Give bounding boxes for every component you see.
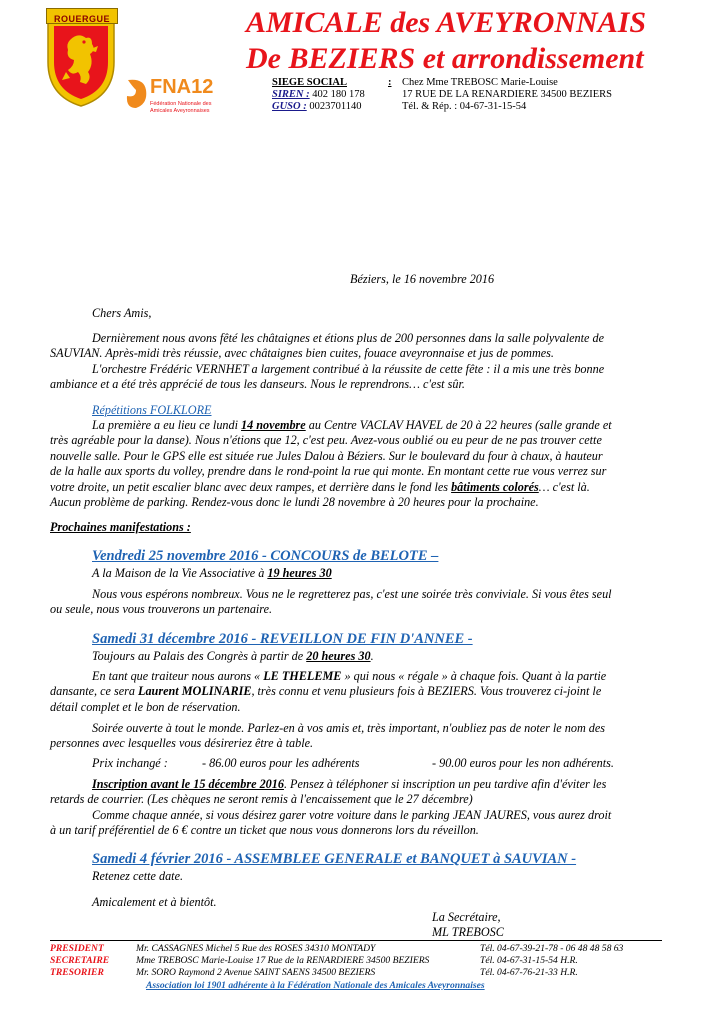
folklore-line-3: nouvelle salle. Pour le GPS elle est située rue Jules Dalou à Béziers. Sur le boulevard du four à chaux, à hauteur: [50, 448, 603, 463]
inscription-paragraph: [50, 777, 662, 839]
footer-divider: [50, 940, 662, 941]
inscription-line-1: [50, 777, 662, 792]
crest-banner: [46, 8, 118, 24]
traiteur-line-2c: , très connu et venu plusieurs fois à BEZIERS. Vous trouverez ci-joint le: [251, 684, 602, 699]
fna12-logo: [124, 74, 224, 118]
folklore-line-5c: … c'est là.: [538, 479, 590, 494]
salutation: Chers Amis,: [92, 306, 152, 320]
siren-line: [272, 89, 365, 100]
traiteur-line-1c: » qui nous « régale » à chaque fois. Quant à la partie: [341, 669, 607, 683]
date-line: Béziers, le 16 novembre 2016: [350, 272, 495, 286]
event-reveillon-time: 20 heures 30: [306, 649, 371, 663]
event-belote-time: 19 heures 30: [267, 566, 332, 580]
event-reveillon-location: [92, 649, 374, 664]
inscription-line-1b: . Pensez à téléphoner si inscription un peu tardive afin d'éviter les: [283, 777, 607, 791]
footer-row-tresorier: [50, 967, 662, 979]
footer-role-tresorier: TRESORIER: [50, 967, 104, 978]
siren-label: SIREN :: [272, 89, 310, 100]
prix-adherents: - 86.00 euros pour les adhérents: [202, 756, 360, 770]
folklore-line-6: Aucun problème de parking. Rendez-vous donc le lundi 28 novembre à 20 heures pour la prochaine.: [50, 495, 539, 510]
traiteur-line-1a: En tant que traiteur nous aurons «: [92, 669, 264, 683]
folklore-date: 14 novembre: [241, 418, 306, 432]
folklore-heading: Répétitions FOLKLORE: [92, 403, 212, 417]
event-belote-line-2: ou seule, nous vous trouverons un partenaire.: [50, 602, 273, 617]
siege-colon: :: [388, 77, 392, 88]
parking-line-2: à un tarif préférentiel de 6 € contre un ticket que nous vous donnerons lors du réveillon.: [50, 823, 479, 838]
footer-role-president: PRESIDENT: [50, 943, 104, 954]
prix-non-adherents: - 90.00 euros pour les non adhérents.: [432, 756, 614, 770]
footer-name-tresorier: Mr. SORO Raymond 2 Avenue SAINT SAENS 34500 BEZIERS: [136, 967, 376, 978]
event-belote-text: [50, 587, 662, 618]
folklore-paragraph: [50, 418, 662, 510]
event-assemblee-heading: Samedi 4 février 2016 - ASSEMBLEE GENERALE et BANQUET à SAUVIAN -: [92, 851, 577, 867]
folklore-buildings: bâtiments colorés: [451, 479, 539, 494]
siege-phone: Tél. & Rép. : 04-67-31-15-54: [402, 101, 527, 112]
fna12-logo-subtitle-1: Fédération Nationale des: [150, 101, 212, 107]
prix-label: Prix inchangé :: [92, 756, 168, 770]
folklore-line-4: de la halle aux sports du volley, prendre dans le rond-point la rue qui monte. En montant cette rue vous verrez sur: [50, 464, 607, 479]
orchestra-name: Laurent MOLINARIE: [138, 684, 252, 699]
inscription-deadline: Inscription avant le 15 décembre 2016: [92, 777, 284, 791]
footer-name-president: Mr. CASSAGNES Michel 5 Rue des ROSES 34310 MONTADY: [136, 943, 376, 954]
guso-line: [272, 101, 361, 112]
intro-line-4: ambiance et a été très apprécié de tous les danseurs. Nous le reprendrons… c'est sûr.: [50, 377, 465, 392]
fna12-logo-subtitle-2: Amicales Aveyronnaises: [150, 108, 210, 114]
traiteur-name: LE THELEME: [263, 669, 342, 683]
parking-line-1: Comme chaque année, si vous désirez garer votre voiture dans le parking JEAN JAURES, vous aurez droit: [92, 807, 612, 822]
event-belote-location: [92, 566, 332, 581]
event-belote-heading: Vendredi 25 novembre 2016 - CONCOURS de BELOTE –: [92, 548, 439, 564]
siege-address: 17 RUE DE LA RENARDIERE 34500 BEZIERS: [402, 89, 612, 100]
footer-row-secretaire: [50, 955, 662, 967]
page-title-line-1: AMICALE des AVEYRONNAIS: [246, 6, 647, 39]
event-reveillon-heading: Samedi 31 décembre 2016 - REVEILLON DE FIN D'ANNEE -: [92, 631, 473, 647]
event-belote-location-a: A la Maison de la Vie Associative à: [92, 566, 268, 580]
event-belote-line-1: Nous vous espérons nombreux. Vous ne le regretterez pas, c'est une soirée très conviviale. Si vous êtes seul: [92, 587, 612, 601]
siege-label-text: SIEGE SOCIAL: [272, 77, 347, 88]
soiree-line-1: Soirée ouverte à tout le monde. Parlez-en à vos amis et, très important, n'oubliez pas de noter le nom des: [92, 721, 606, 735]
footer-tel-secretaire: Tél. 04-67-31-15-54 H.R.: [480, 955, 578, 966]
page-title-line-2: De BEZIERS et arrondissement: [246, 42, 644, 75]
prochaines-label: Prochaines manifestations :: [50, 520, 191, 534]
folklore-line-1c: au Centre VACLAV HAVEL de 20 à 22 heures (salle grande et: [305, 418, 612, 432]
intro-paragraph: [50, 331, 662, 393]
guso-value: 0023701140: [309, 101, 362, 112]
siren-value: 402 180 178: [312, 89, 365, 100]
footer-tel-tresorier: Tél. 04-67-76-21-33 H.R.: [480, 967, 578, 978]
intro-line-1: Dernièrement nous avons fêté les châtaignes et étions plus de 200 personnes dans la salle polyvalente de: [92, 331, 604, 345]
event-assemblee-text: Retenez cette date.: [92, 869, 184, 883]
traiteur-line-2: [50, 684, 662, 699]
traiteur-line-2a: dansante, ce sera: [50, 684, 139, 699]
signature-name: ML TREBOSC: [432, 925, 504, 939]
footer-association: Association loi 1901 adhérente à la Fédération Nationale des Amicales Aveyronnaises: [146, 980, 485, 991]
event-reveillon-soiree: [50, 721, 662, 752]
event-reveillon-traiteur: [50, 669, 662, 715]
folklore-line-1a: La première a eu lieu ce lundi: [92, 418, 242, 432]
folklore-line-1: [50, 418, 662, 433]
fna12-logo-text: FNA12: [150, 76, 214, 98]
traiteur-line-3: détail complet et le bon de réservation.: [50, 699, 241, 714]
footer-row-president: [50, 943, 662, 955]
signature-role: La Secrétaire,: [432, 910, 501, 924]
footer-name-secretaire: Mme TREBOSC Marie-Louise 17 Rue de la RENARDIERE 34500 BEZIERS: [136, 955, 430, 966]
event-reveillon-location-a: Toujours au Palais des Congrès à partir de: [92, 649, 307, 663]
traiteur-line-1: [50, 669, 662, 684]
guso-label: GUSO :: [272, 101, 307, 112]
folklore-line-5a: votre droite, un petit escalier blanc avec deux rampes, et derrière dans le fond les: [50, 479, 452, 494]
crest-banner-text: ROUERGUE: [53, 14, 110, 24]
siege-label: [272, 77, 392, 88]
event-reveillon-location-c: .: [370, 649, 374, 663]
inscription-line-2: retards de courrier. (Les chèques ne seront remis à l'encaissement que le 27 décembre): [50, 792, 473, 807]
intro-line-2: SAUVIAN. Après-midi très réussie, avec châtaignes bien cuites, fouace aveyronnaise et jus de pommes.: [50, 346, 554, 361]
folklore-line-2: très agréable pour la danse). Nous n'étions que 12, c'est peu. Avez-vous oublié ou eu peur de ne pas trouver cette: [50, 433, 602, 448]
intro-line-3: L'orchestre Frédéric VERNHET a largement contribué à la réussite de cette fête : il a mis une très bonne: [92, 361, 605, 376]
closing: Amicalement et à bientôt.: [92, 895, 217, 909]
siege-value: Chez Mme TREBOSC Marie-Louise: [402, 77, 558, 88]
soiree-line-2: personnes avec lesquelles vous désireriez être à table.: [50, 736, 314, 751]
folklore-line-5: [50, 480, 662, 495]
footer-tel-president: Tél. 04-67-39-21-78 - 06 48 48 58 63: [480, 943, 624, 954]
footer-role-secretaire: SECRETAIRE: [50, 955, 110, 966]
